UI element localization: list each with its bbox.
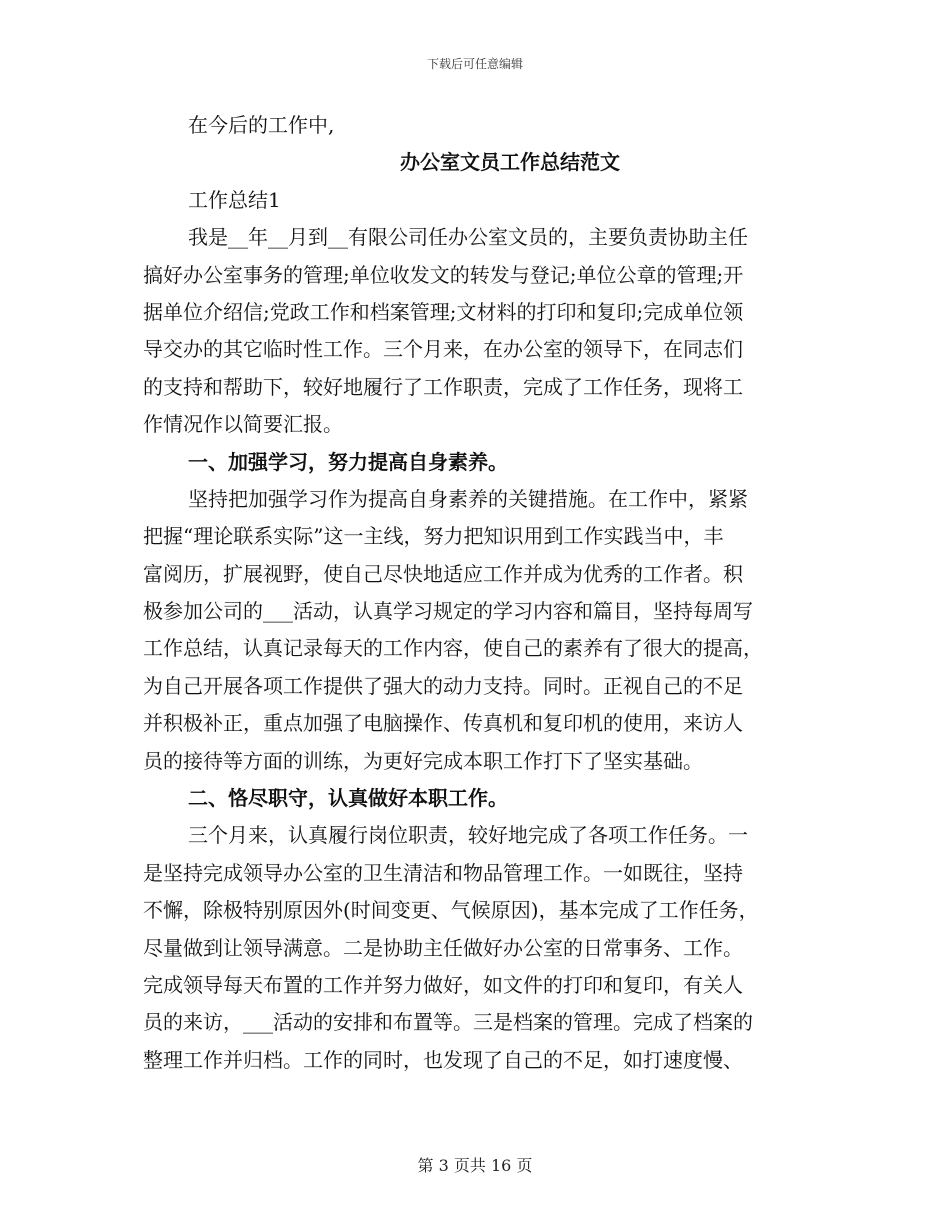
page-number: 第 3 页共 16 页 (417, 1156, 533, 1175)
paragraph-line: 是坚持完成领导办公室的卫生清洁和物品管理工作。一如既往，坚持 (143, 860, 743, 885)
paragraph-line: 我是__年__月到__有限公司任办公室文员的，主要负责协助主任 (188, 225, 748, 250)
paragraph-1 (143, 219, 807, 443)
paragraph-line: 作情况作以简要汇报。 (143, 412, 343, 437)
paragraph-line: 导交办的其它临时性工作。三个月来，在办公室的领导下，在同志们 (143, 337, 743, 362)
page-header-note: 下载后可任意编辑 (426, 57, 523, 71)
section-heading-1: 一、加强学习，努力提高自身素养。 (188, 449, 508, 474)
document-body (143, 107, 807, 1079)
paragraph-line: 完成领导每天布置的工作并努力做好，如文件的打印和复印，有关人 (143, 972, 743, 997)
section-heading-2: 二、恪尽职守，认真做好本职工作。 (188, 786, 508, 811)
paragraph-line: 员的来访，___活动的安排和布置等。三是档案的管理。完成了档案的 (143, 1010, 753, 1035)
paragraph-line: 坚持把加强学习作为提高自身素养的关键措施。在工作中，紧紧 (188, 486, 748, 511)
paragraph-line: 三个月来，认真履行岗位职责，较好地完成了各项工作任务。一 (188, 823, 748, 848)
paragraph-line: 尽量做到让领导满意。二是协助主任做好办公室的日常事务、工作。 (143, 935, 743, 960)
paragraph-line: 员的接待等方面的训练，为更好完成本职工作打下了坚实基础。 (143, 748, 703, 773)
paragraph-line: 把握“理论联系实际”这一主线，努力把知识用到工作实践当中，丰 (143, 524, 724, 549)
paragraph-line: 为自己开展各项工作提供了强大的动力支持。同时。正视自己的不足 (143, 673, 743, 698)
paragraph-3 (143, 817, 807, 1079)
paragraph-line: 工作总结，认真记录每天的工作内容，使自己的素养有了很大的提高， (143, 636, 763, 661)
paragraph-line: 富阅历，扩展视野，使自己尽快地适应工作并成为优秀的工作者。积 (143, 561, 743, 586)
document-title: 办公室文员工作总结范文 (400, 150, 620, 175)
paragraph-line: 极参加公司的___活动，认真学习规定的学习内容和篇目，坚持每周写 (143, 599, 753, 624)
paragraph-line: 整理工作并归档。工作的同时，也发现了自己的不足，如打速度慢、 (143, 1047, 743, 1072)
document-subtitle: 工作总结1 (188, 187, 281, 212)
intro-line: 在今后的工作中, (188, 113, 335, 137)
paragraph-line: 不懈，除极特别原因外(时间变更、气候原因)，基本完成了工作任务， (143, 898, 759, 923)
paragraph-line: 的支持和帮助下，较好地履行了工作职责，完成了工作任务，现将工 (143, 374, 743, 399)
paragraph-line: 据单位介绍信;党政工作和档案管理;文材料的打印和复印;完成单位领 (143, 299, 744, 324)
paragraph-2 (143, 481, 807, 780)
paragraph-line: 搞好办公室事务的管理;单位收发文的转发与登记;单位公章的管理;开 (143, 262, 744, 287)
paragraph-line: 并积极补正，重点加强了电脑操作、传真机和复印机的使用，来访人 (143, 711, 743, 736)
